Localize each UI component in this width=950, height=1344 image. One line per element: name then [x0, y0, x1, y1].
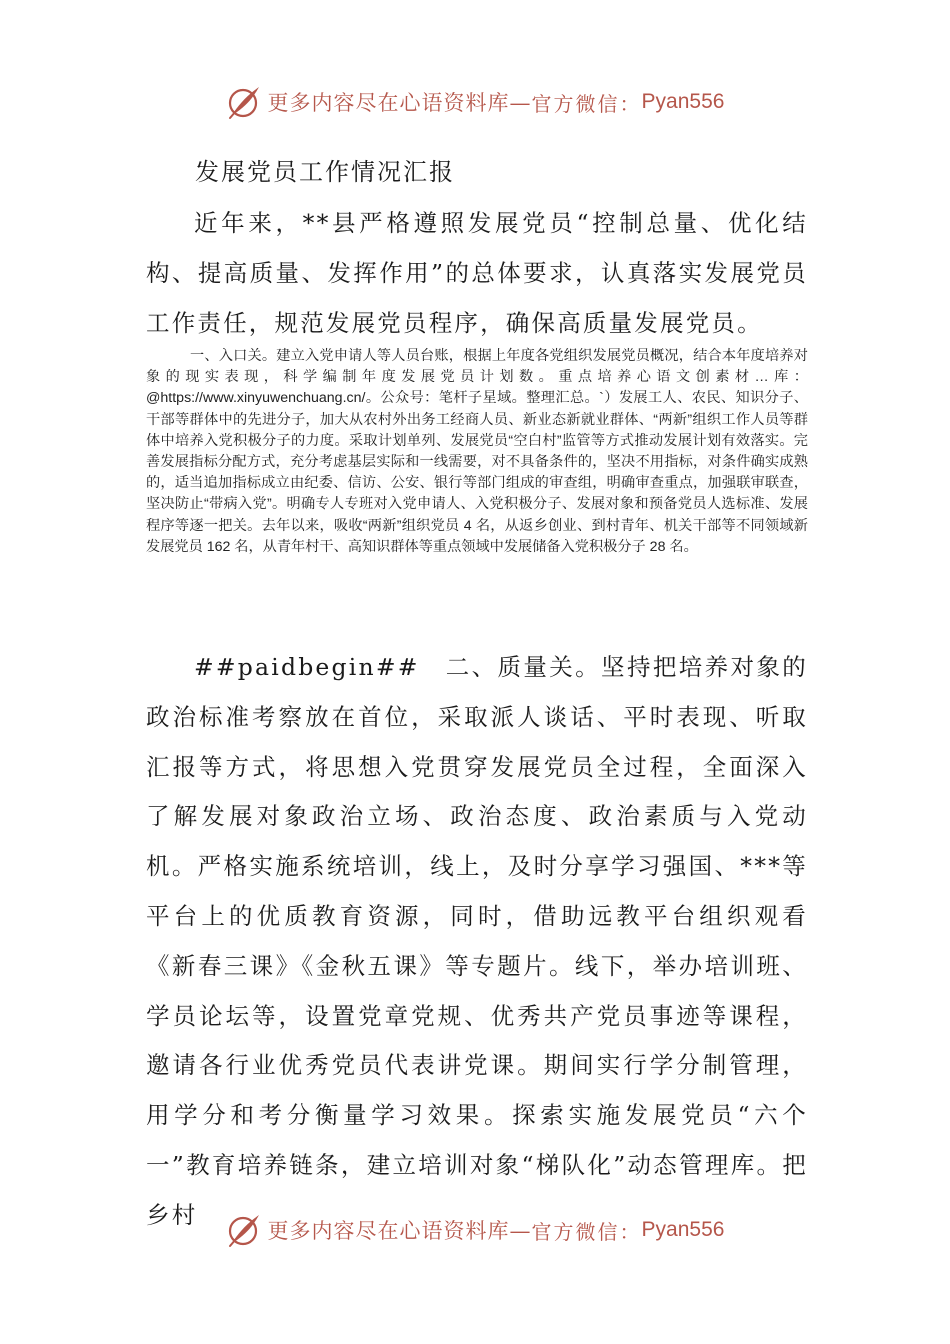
header-watermark-banner [0, 82, 950, 122]
section-1-paragraph: 一、入口关。建立入党申请人等人员台账，根据上年度各党组织发展党员概况，结合本年度培养对象的现实表现，科学编制年度发展党员计划数。重点培养心语文创素材…库：@https://www.xinyuwenchuang.cn/。公众号：笔杆子星域。整理汇总。`）发展工人、农民、知识分子、干部等群体中的先进分子，加大从农村外出务工经商人员、新业态新就业群体、“两新”组织工作人员等群体中培养入党积极分子的力度。采取计划单列、发展党员“空白村”监管等方式推动发展计划有效落实。完善发展指标分配方式，充分考虑基层实际和一线需要，对不具备条件的，坚决不用指标，对条件确实成熟的，适当追加指标成立由纪委、信访、公安、银行等部门组成的审查组，明确审查重点，加强联审联查，坚决防止“带病入党”。明确专人专班对入党申请人、入党积极分子、发展对象和预备党员人选标准、发展程序等逐一把关。去年以来，吸收“两新”组织党员 4 名，从返乡创业、到村青年、机关干部等不同领域新发展党员 162 名，从青年村干、高知识群体等重点领域中发展储备入党积极分子 28 名。 [146, 348, 808, 555]
quill-pen-icon [226, 84, 262, 120]
banner-wechat-id: Pyan556 [641, 1218, 725, 1241]
banner-text: 更多内容尽在心语资料库— [267, 91, 532, 115]
document-title: 发展党员工作情况汇报 [195, 158, 455, 186]
banner-wechat-label: 官方微信： [531, 1219, 642, 1244]
quill-pen-icon [226, 1212, 262, 1248]
banner-text: 更多内容尽在心语资料库— [267, 1219, 532, 1243]
intro-paragraph: 近年来，**县严格遵照发展党员“控制总量、优化结构、提高质量、发挥作用”的总体要求，认真落实发展党员工作责任，规范发展党员程序，确保高质量发展党员。 [146, 209, 808, 337]
banner-wechat-label: 官方微信： [531, 91, 642, 116]
footer-watermark-banner [0, 1210, 950, 1250]
section-2-paragraph: ##paidbegin## 二、质量关。坚持把培养对象的政治标准考察放在首位，采取派人谈话、平时表现、听取汇报等方式，将思想入党贯穿发展党员全过程，全面深入了解发展对象政治立场、政治态度、政治素质与入党动机。严格实施系统培训，线上，及时分享学习强国、***等平台上的优质教育资源，同时，借助远教平台组织观看《新春三课》《金秋五课》等专题片。线下，举办培训班、学员论坛等，设置党章党规、优秀共产党员事迹等课程，邀请各行业优秀党员代表讲党课。期间实行学分制管理，用学分和考分衡量学习效果。探索实施发展党员“六个一”教育培养链条，建立培训对象“梯队化”动态管理库。把乡村 [146, 653, 808, 1229]
banner-wechat-id: Pyan556 [641, 90, 725, 113]
